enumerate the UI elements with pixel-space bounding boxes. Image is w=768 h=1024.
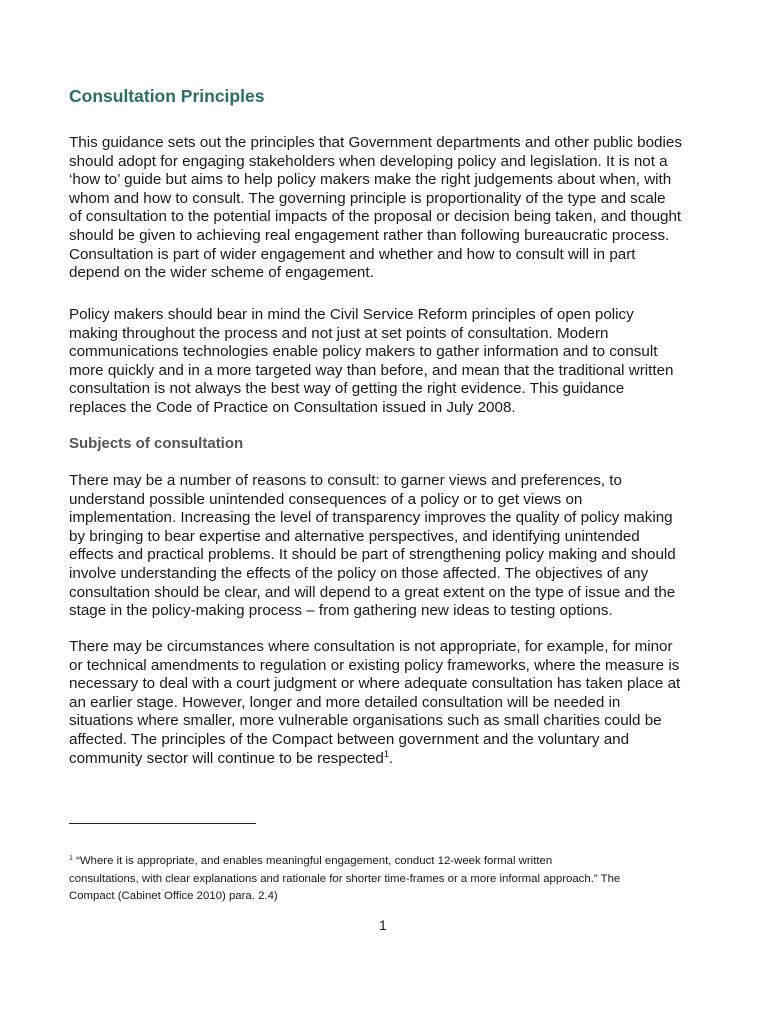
paragraph-civil-service-reform xyxy=(69,306,709,418)
text-line: situations where smaller, more vulnerable organisations such as small charities could be xyxy=(69,712,662,730)
text-line: effects and practical problems. It should be part of strengthening policy making and should xyxy=(69,546,676,564)
text-line: by bringing to bear expertise and alternative perspectives, and identifying unintended xyxy=(69,527,640,545)
footnote-line xyxy=(69,853,709,871)
text-fragment: . xyxy=(388,749,394,767)
footnote-reference[interactable]: 1 xyxy=(383,748,389,759)
footnote-line: Compact (Cabinet Office 2010) para. 2.4) xyxy=(69,890,278,902)
text-line: necessary to deal with a court judgment or where adequate consultation has taken place at xyxy=(69,675,681,693)
text-line: of consultation to the potential impacts of the proposal or decision being taken, and thought xyxy=(69,208,682,226)
page-title: Consultation Principles xyxy=(69,86,265,106)
text-line: There may be a number of reasons to consult: to garner views and preferences, to xyxy=(69,472,622,489)
text-line: Consultation is part of wider engagement and whether and how to consult will in part xyxy=(69,245,636,263)
text-line: depend on the wider scheme of engagement. xyxy=(69,264,374,282)
footnote-divider xyxy=(69,823,256,824)
text-line: consultation is not always the best way of getting the right evidence. This guidance xyxy=(69,380,625,398)
text-line: implementation. Increasing the level of transparency improves the quality of policy making xyxy=(69,509,673,527)
paragraph-reasons-to-consult xyxy=(69,472,709,621)
text-line xyxy=(69,750,709,769)
text-line: more quickly and in a more targeted way than before, and mean that the traditional written xyxy=(69,361,674,379)
text-line: should be given to achieving real engagement rather than following bureaucratic process. xyxy=(69,226,670,244)
paragraph-when-not-appropriate xyxy=(69,638,709,768)
text-line: affected. The principles of the Compact between government and the voluntary and xyxy=(69,730,630,748)
text-line: consultation should be clear, and will depend to a great extent on the type of issue and the xyxy=(69,583,676,601)
text-line: understand possible unintended consequences of a policy or to get views on xyxy=(69,490,583,508)
footnote xyxy=(69,853,709,906)
text-line: involve understanding the effects of the policy on those affected. The objectives of any xyxy=(69,564,649,582)
text-fragment: “Where it is appropriate, and enables meaningful engagement, conduct 12-week formal written xyxy=(72,855,553,867)
text-line: making throughout the process and not just at set points of consultation. Modern xyxy=(69,324,609,342)
page-number: 1 xyxy=(379,917,387,933)
text-line: communications technologies enable policy makers to gather information and to consult xyxy=(69,343,658,361)
text-line: or technical amendments to regulation or existing policy frameworks, where the measure is xyxy=(69,656,680,674)
paragraph-guidance-intro xyxy=(69,134,709,283)
section-heading: Subjects of consultation xyxy=(69,435,244,452)
text-line: Policy makers should bear in mind the Civil Service Reform principles of open policy xyxy=(69,306,634,323)
text-line: stage in the policy-making process – from gathering new ideas to testing options. xyxy=(69,602,613,620)
text-line: There may be circumstances where consultation is not appropriate, for example, for minor xyxy=(69,638,673,655)
footnote-marker: 1 xyxy=(69,855,73,862)
text-line: replaces the Code of Practice on Consultation issued in July 2008. xyxy=(69,398,516,416)
text-line: whom and how to consult. The governing principle is proportionality of the type and scale xyxy=(69,189,666,207)
text-line: This guidance sets out the principles that Government departments and other public bodies xyxy=(69,134,682,151)
footnote-line: consultations, with clear explanations and rationale for shorter time-frames or a more informal approach.” The xyxy=(69,872,621,885)
text-line: ‘how to’ guide but aims to help policy makers make the right judgements about when, with xyxy=(69,171,672,189)
text-line: should adopt for engaging stakeholders when developing policy and legislation. It is not a xyxy=(69,152,668,170)
text-fragment: community sector will continue to be respected xyxy=(69,749,384,767)
text-line: an earlier stage. However, longer and more detailed consultation will be needed in xyxy=(69,693,621,711)
